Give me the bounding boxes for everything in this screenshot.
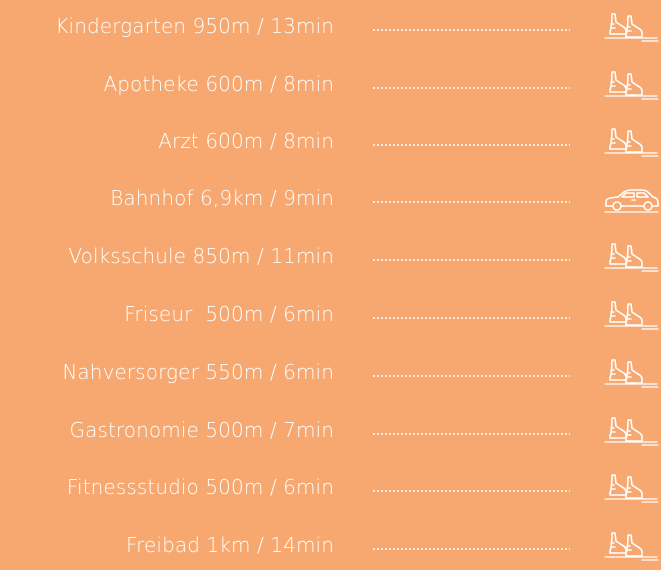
list-item (0, 525, 661, 565)
walking-shoes-icon (602, 529, 660, 563)
dotted-leader (372, 87, 570, 89)
list-item (0, 294, 661, 334)
item-label: Arzt 600m / 8min (158, 129, 334, 153)
item-label: Gastronomie 500m / 7min (69, 418, 334, 442)
walking-shoes-icon (602, 240, 660, 274)
dotted-leader (372, 201, 570, 203)
list-item (0, 64, 661, 104)
item-label: Volksschule 850m / 11min (68, 244, 334, 268)
walking-shoes-icon (602, 471, 660, 505)
dotted-leader (372, 548, 570, 550)
dotted-leader (372, 259, 570, 261)
dotted-leader (372, 490, 570, 492)
dotted-leader (372, 433, 570, 435)
item-label: Nahversorger 550m / 6min (62, 360, 334, 384)
list-item (0, 467, 661, 507)
walking-shoes-icon (602, 125, 660, 159)
dotted-leader (372, 375, 570, 377)
list-item (0, 236, 661, 276)
item-label: Bahnhof 6,9km / 9min (110, 186, 334, 210)
walking-shoes-icon (602, 68, 660, 102)
item-label: Friseur 500m / 6min (124, 302, 334, 326)
dotted-leader (372, 29, 570, 31)
list-item (0, 6, 661, 46)
list-item (0, 352, 661, 392)
item-label: Freibad 1km / 14min (125, 533, 334, 557)
list-item (0, 121, 661, 161)
item-label: Fitnessstudio 500m / 6min (66, 475, 334, 499)
walking-shoes-icon (602, 414, 660, 448)
dotted-leader (372, 317, 570, 319)
item-label: Apotheke 600m / 8min (103, 72, 334, 96)
walking-shoes-icon (602, 356, 660, 390)
item-label: Kindergarten 950m / 13min (55, 14, 334, 38)
car-icon (602, 182, 660, 216)
walking-shoes-icon (602, 298, 660, 332)
walking-shoes-icon (602, 10, 660, 44)
list-item (0, 178, 661, 218)
list-item (0, 410, 661, 450)
dotted-leader (372, 144, 570, 146)
